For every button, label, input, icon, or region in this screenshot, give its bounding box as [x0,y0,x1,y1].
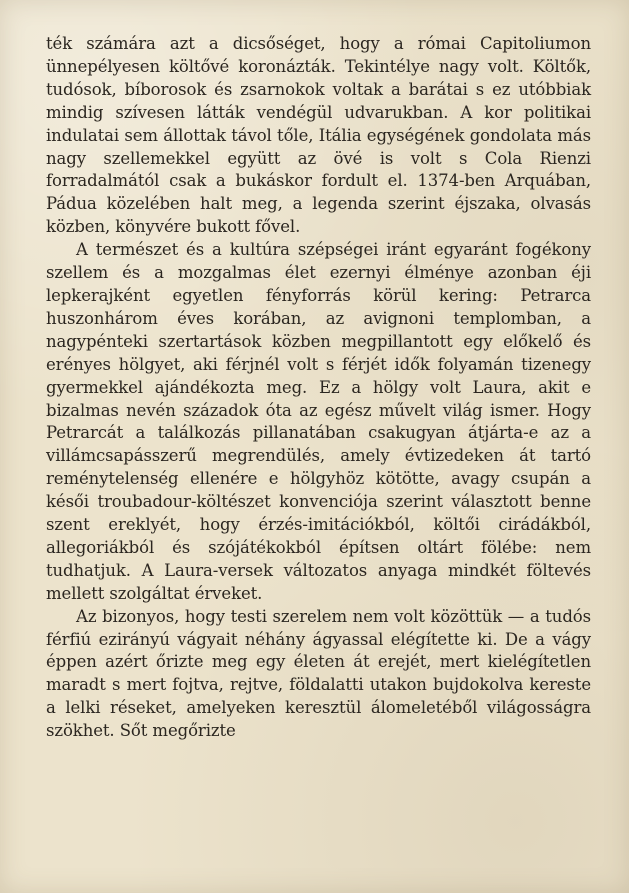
paragraph-1: ték számára azt a dicsőséget, hogy a római Capitoliumon ünnepélyesen költővé koronázták. Tekintélye nagy volt. Költők, tudósok, bíborosok és zsarnokok voltak a barátai s ez utóbbiak mindig szívesen látták vendégül udvarukban. A kor politikai indulatai sem állottak távol tőle, Itália egységének gondolata más nagy szellemekkel együtt az övé is volt s Cola Rienzi forradalmától csak a bukáskor fordult el. 1374-ben Arquában, Pádua közelében halt meg, a legenda szerint éjszaka, olvasás közben, könyvére bukott fővel. [46,34,591,237]
page-text [46,33,591,743]
paragraph-2: A természet és a kultúra szépségei iránt egyaránt fogékony szellem és a mozgalmas élet ezernyi élménye azonban éji lepkerajként egyetlen fényforrás körül kering: Petrarca huszonhárom éves korában, az avignoni templomban, a nagypénteki szertartások közben megpillantott egy előkelő és erényes hölgyet, aki férjnél volt s férjét idők folyamán tizenegy gyermekkel ajándékozta meg. Ez a hölgy volt Laura, akit e bizalmas nevén századok óta az egész művelt világ ismer. Hogy Petrarcát a találkozás pillanatában csakugyan átjárta-e az a villámcsapásszerű megrendülés, amely évtizedeken át tartó reménytelenség ellenére e hölgyhöz kötötte, avagy csupán a késői troubadour-költészet konvenciója szerint választott benne szent ereklyét, hogy érzés-imitációkból, költői cirádákból, allegoriákból és szójátékokból építsen oltárt fölébe: nem tudhatjuk. A Laura-versek változatos anyaga mindkét föltevés mellett szolgáltat érveket. [46,240,591,603]
paragraph-3: Az bizonyos, hogy testi szerelem nem volt közöttük — a tudós férfiú ezirányú vágyait néhány ágyassal elégítette ki. De a vágy éppen azért őrizte meg egy életen át erejét, mert kielégítetlen maradt s mert fojtva, rejtve, földalatti utakon bujdokolva kereste a lelki réseket, amelyeken keresztül álomeletéből világosságra szökhet. Sőt megőrizte [46,606,591,741]
